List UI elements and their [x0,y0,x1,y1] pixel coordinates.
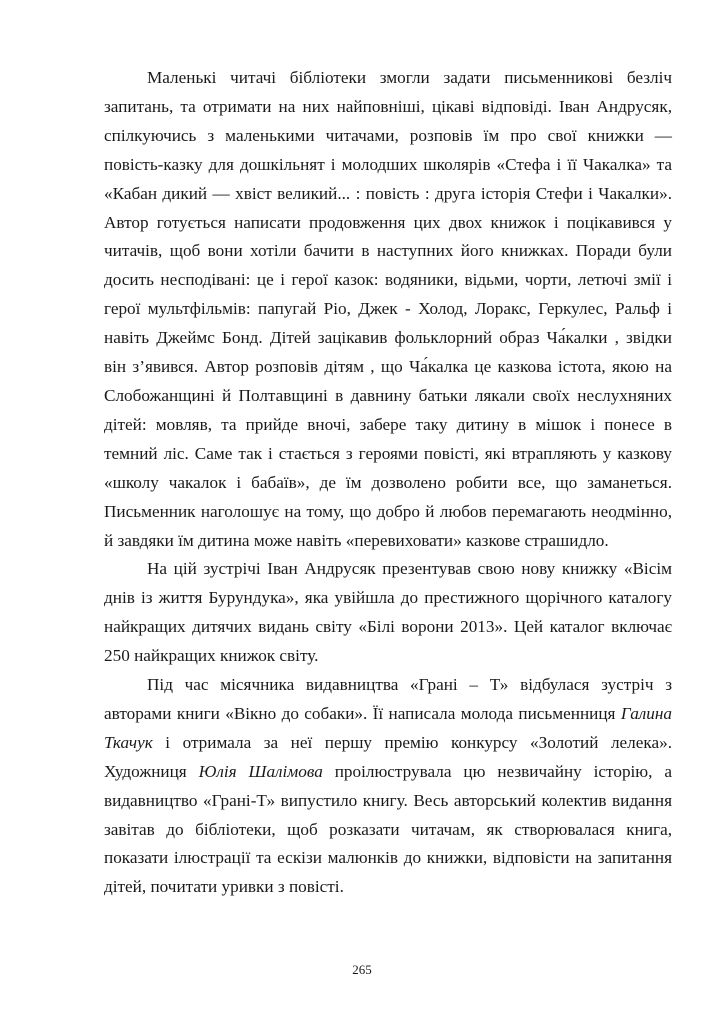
paragraph-1 [104,64,672,555]
illustrator-name-italic: Юлія Шалімова [198,761,323,781]
paragraph-2 [104,555,672,671]
paragraph-1-text: Маленькі читачі бібліотеки змогли задати письменникові безліч запитань, та отримати на них найповніші, цікаві відповіді. Іван Андрусяк, спілкуючись з маленькими читачами, розповів їм про свої книжки — повість-казку для дошкільнят і молодших школярів «Стефа і її Чакалка» та «Кабан дикий — хвіст великий... : повість : друга історія Стефи і Чакалки». Автор готується написати продовження цих двох книжок і поцікавився у читачів, щоб вони хотіли бачити в наступних його книжках. Поради були досить несподівані: це і герої казок: водяники, відьми, чорти, летючі змії і герої мультфільмів: папугай Ріо, Джек - Холод, Лоракс, Геркулес, Ральф і навіть Джеймс Бонд. Дітей зацікавив фольклорний образ Ча́калки , звідки він з’явився. Автор розповів дітям , що Ча́калка це казкова істота, якою на Слобожанщині й Полтавщині в давнину батьки лякали своїх неслухняних дітей: мовляв, та прийде вночі, забере таку дитину в мішок і понесе в темний ліс. Саме так і стається з героями повісті, які втрапляють у казкову «школу чакалок і бабаїв», де їм дозволено робити все, що заманеться. Письменник наголошує на тому, що добро й любов перемагають неодмінно, й завдяки їм дитина може навіть «перевиховати» казкове страшидло. [104,68,672,550]
paragraph-3-text-a: Під час місячника видавництва «Грані – Т» відбулася зустріч з авторами книги «Вікно до собаки». Її написала молода письменниця [104,675,672,723]
paragraph-3-text-c: проілюструвала цю незвичайну історію, а видавництво «Грані-Т» випустило книгу. Весь авторський колектив видання завітав до бібліотеки, щоб розказати читачам, як створювалася книга, показати ілюстрації та ескізи малюнків до книжки, відповісти на запитання дітей, почитати уривки з повісті. [104,761,672,897]
page-number: 265 [352,962,372,977]
paragraph-3-text-b: і отримала за неї першу премію конкурсу «Золотий лелека». Художниця [104,732,672,781]
paragraph-3 [104,671,672,902]
paragraph-2-text: На цій зустрічі Іван Андрусяк презентував свою нову книжку «Вісім днів із життя Бурундука», яка увійшла до престижного щорічного каталогу найкращих дитячих видань світу «Білі ворони 2013». Цей каталог включає 250 найкращих книжок світу. [104,559,672,666]
page-body [104,64,672,902]
author-name-italic: Галина Ткачук [104,703,672,752]
